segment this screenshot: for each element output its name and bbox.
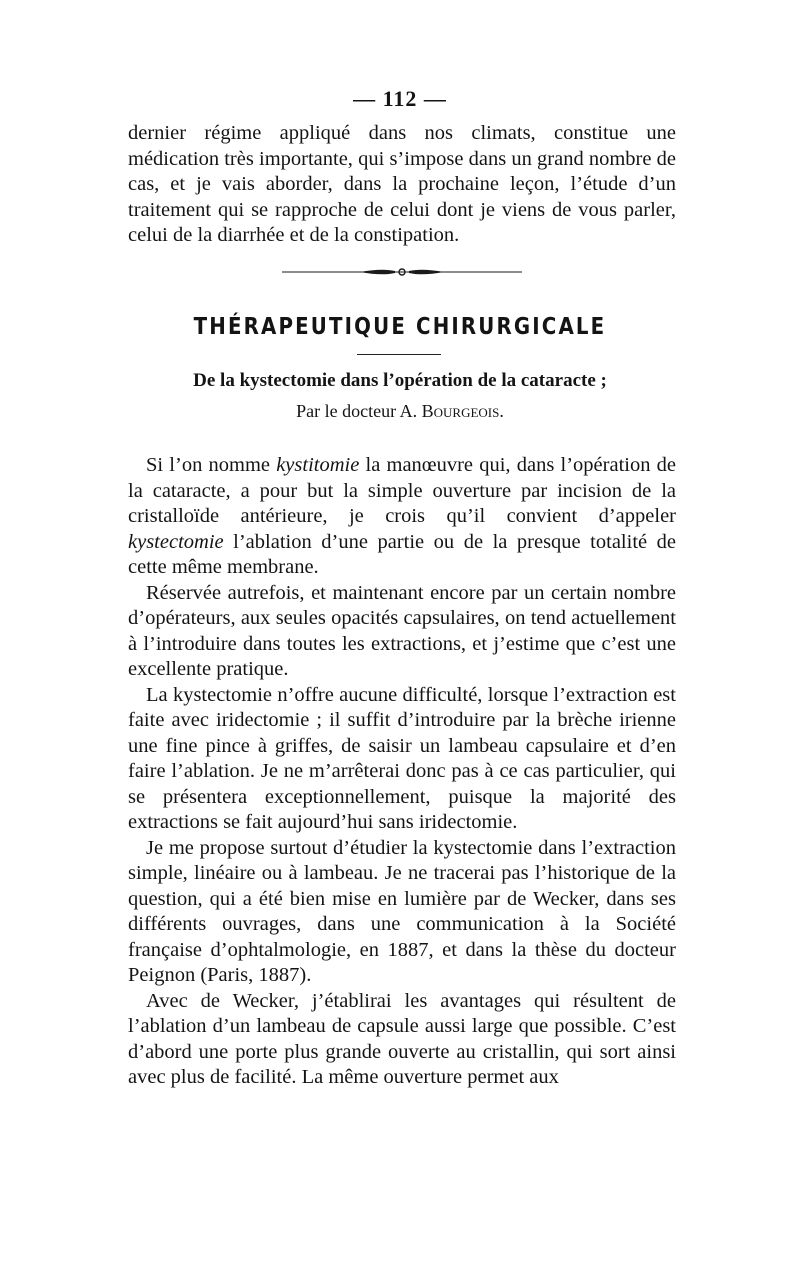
title-rule	[357, 354, 441, 355]
continuation-paragraph: dernier régime appliqué dans nos climats, constitue une médication très importante, qui s’impose dans un grand nombre de cas, et je vais aborder, dans la prochaine leçon, l’étude d’un traitement qui se rapproche de celui dont je viens de vous parler, celui de la diarrhée et de la constipation.	[128, 122, 676, 246]
page-number: — 112 —	[353, 86, 447, 111]
paragraph-2: Réservée autrefois, et maintenant encore par un certain nombre d’opérateurs, aux seules opacités capsulaires, on tend actuellement à l’introduire dans toutes les extractions, et j’estime que c’est une excellente pratique.	[128, 581, 676, 680]
paragraph-1-end: l’ablation d’une partie ou de la presque totalité de cette même membrane.	[128, 530, 676, 578]
paragraph-1	[128, 453, 676, 581]
byline-prefix: Par le docteur A.	[296, 401, 422, 421]
article-title: De la kystectomie dans l’opération de la cataracte ;	[193, 370, 607, 391]
ornament-divider	[282, 266, 522, 278]
byline-author: Bourgeois.	[421, 401, 504, 421]
paragraph-1-middle: la manœuvre qui, dans l’opération de la cataracte, a pour but la simple ouverture par incision de la cristalloïde antérieure, je crois qu’il convient d’appeler	[128, 454, 676, 527]
article-body	[128, 453, 676, 1091]
section-title: THÉRAPEUTIQUE CHIRURGICALE	[193, 314, 607, 340]
term-kystitomie: kystitomie	[276, 454, 360, 476]
paragraph-3: La kystectomie n’offre aucune difficulté, lorsque l’extraction est faite avec iridectomie ; il suffit d’introduire par la brèche irienne une fine pince à griffes, de saisir un lambeau capsulaire et d’en faire l’ablation. Je ne m’arrêterai donc pas à ce cas particulier, qui se présentera exceptionnellement, puisque la majorité des extractions se fait aujourd’hui sans iridectomie.	[128, 683, 676, 833]
term-kystectomie: kystectomie	[128, 530, 224, 553]
continuation-text	[128, 121, 676, 249]
byline	[0, 401, 800, 422]
paragraph-1-start: Si l’on nomme	[146, 454, 277, 476]
paragraph-4: Je me propose surtout d’étudier la kystectomie dans l’extraction simple, linéaire ou à lambeau. Je ne tracerai pas l’historique de la question, qui a été bien mise en lumière par de Wecker, dans ses différents ouvrages, dans une communication à la Société française d’ophtalmologie, en 1887, et dans la thèse du docteur Peignon (Paris, 1887).	[128, 836, 676, 986]
paragraph-5: Avec de Wecker, j’établirai les avantages qui résultent de l’ablation d’un lambeau de capsule aussi large que possible. C’est d’abord une porte plus grande ouverte au cristallin, qui sort ainsi avec plus de facilité. La même ouverture permet aux	[128, 989, 676, 1088]
